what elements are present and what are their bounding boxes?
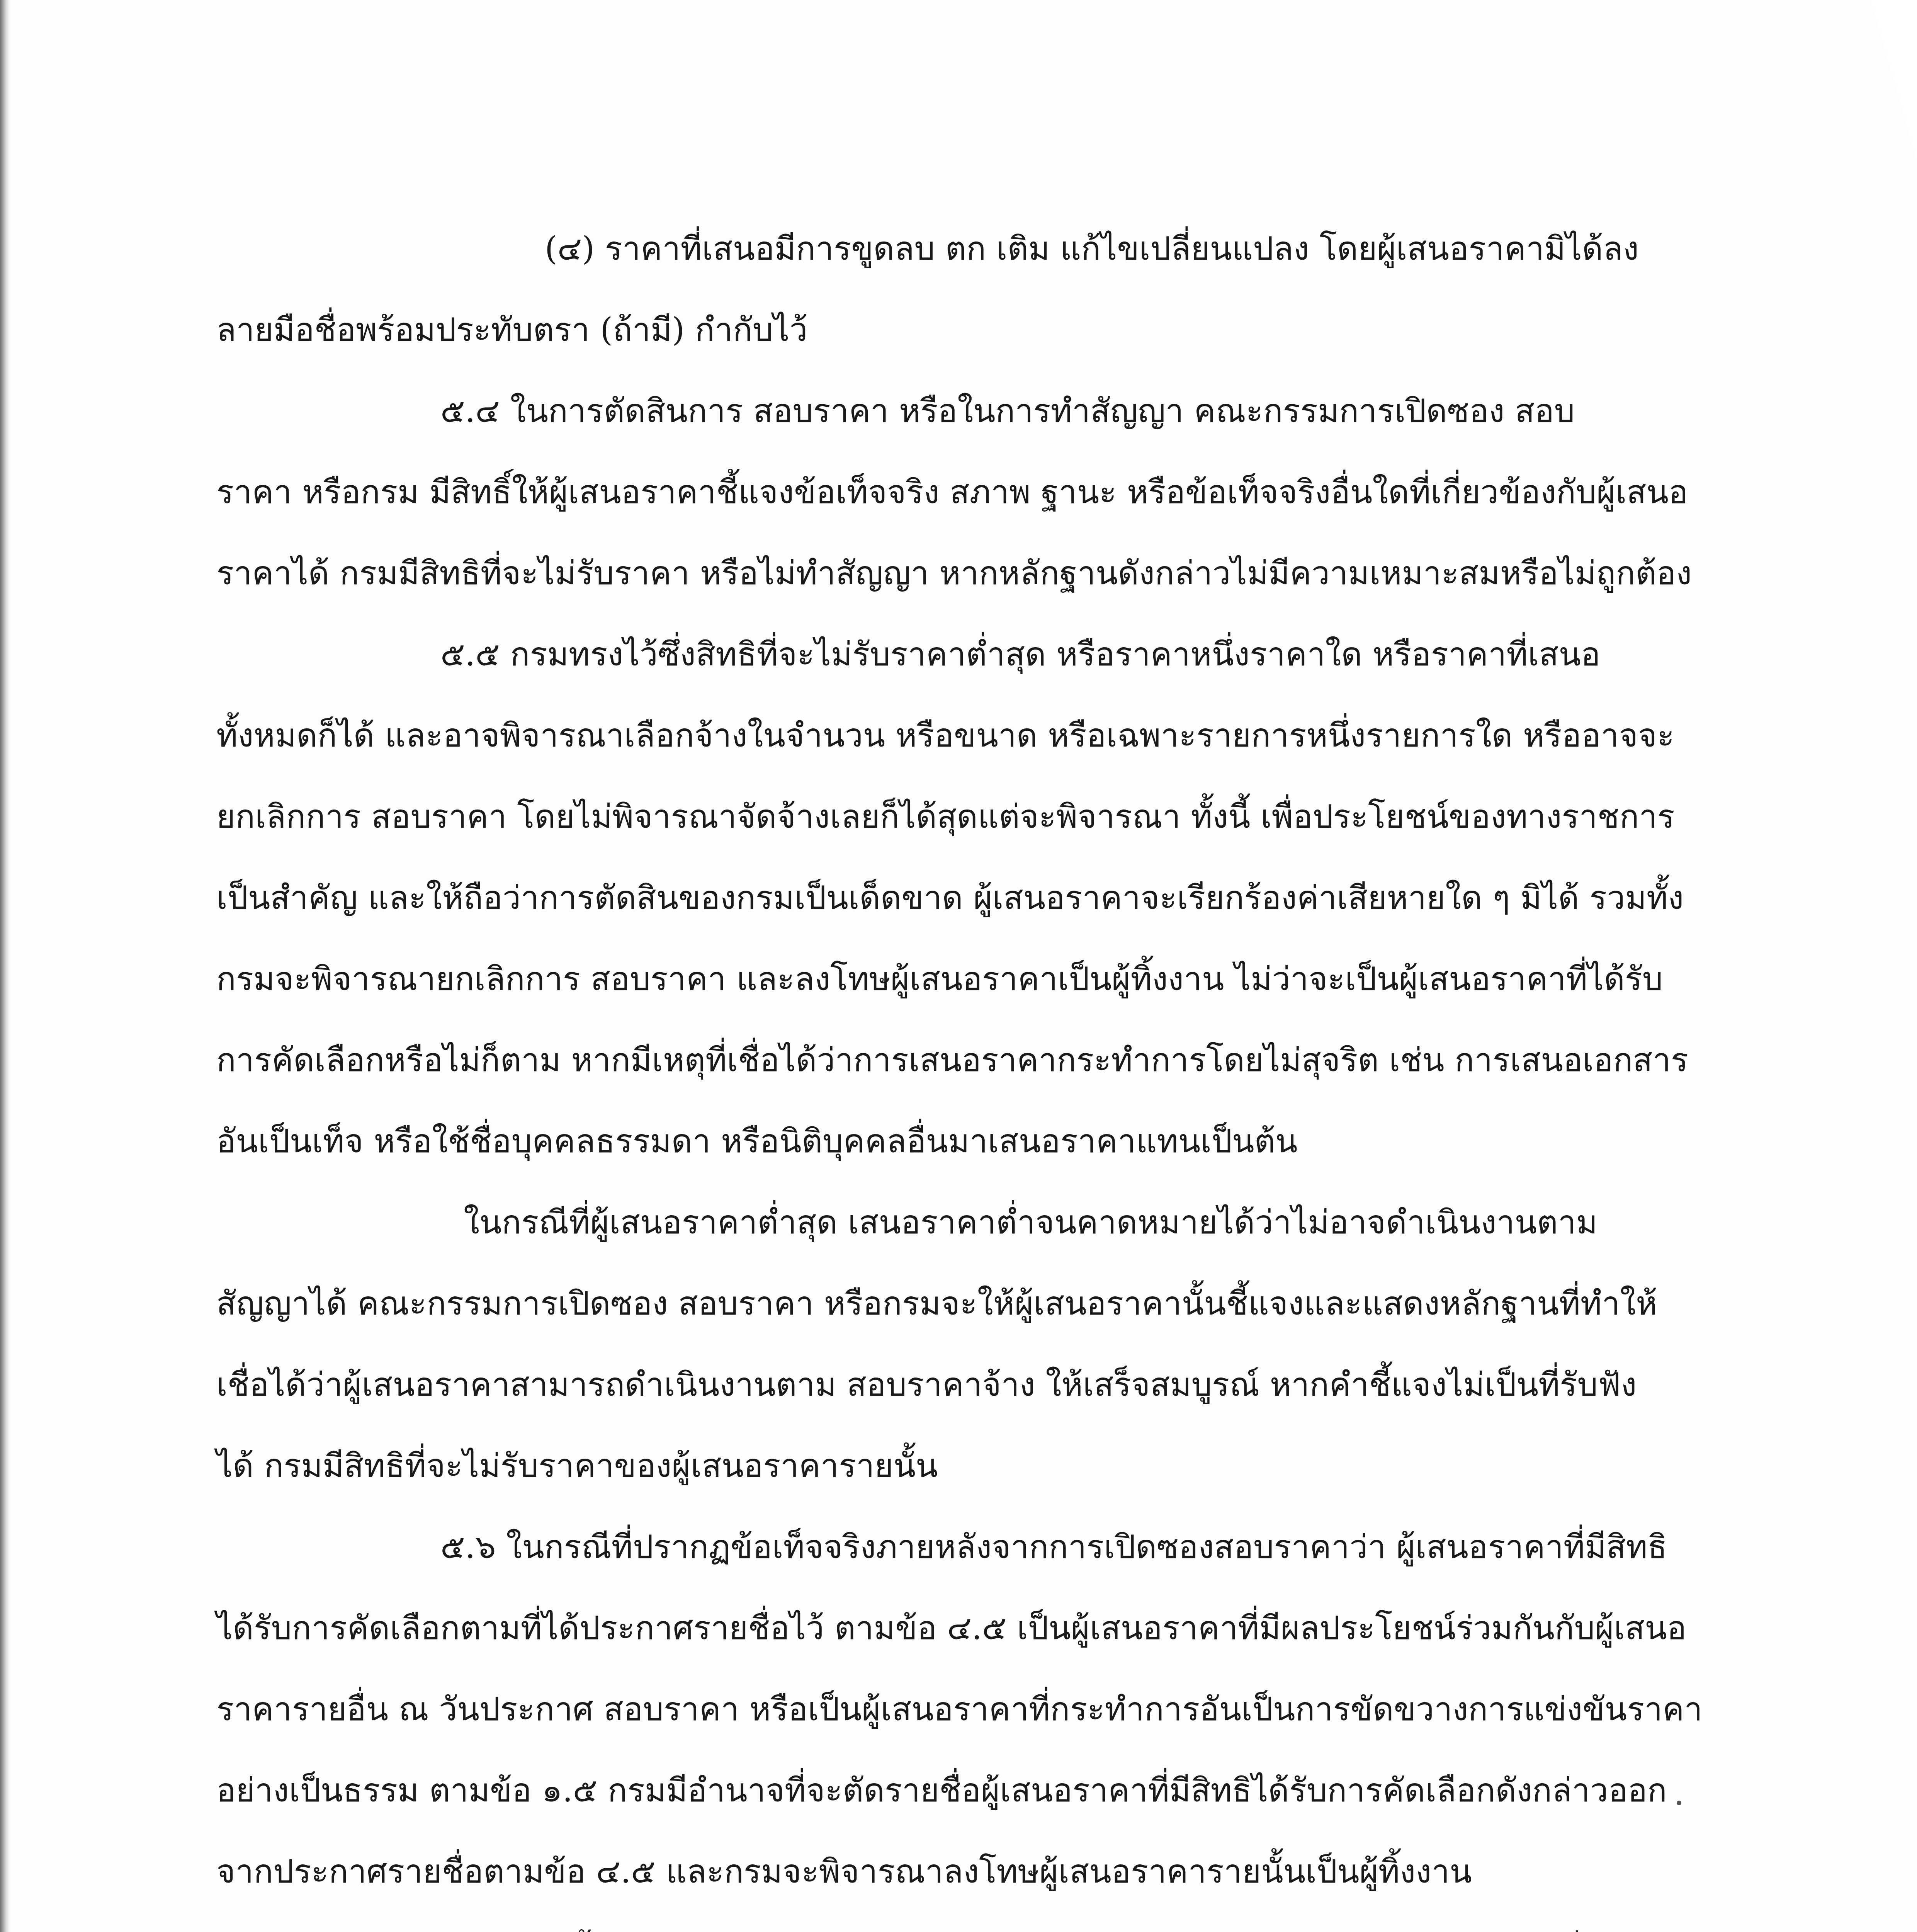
text-line: อย่างเป็นธรรม ตามข้อ ๑.๕ กรมมีอำนาจที่จะตัดรายชื่อผู้เสนอราคาที่มีสิทธิได้รับการคัดเลือกดังกล่าวออก bbox=[216, 1771, 1667, 1809]
text-line: ราคา หรือกรม มีสิทธิ์ให้ผู้เสนอราคาชี้แจงข้อเท็จจริง สภาพ ฐานะ หรือข้อเท็จจริงอื่นใดที่เกี่ยวข้องกับผู้เสนอ bbox=[216, 473, 1688, 511]
scan-edge-shadow bbox=[0, 0, 10, 1932]
text-line: (๔) ราคาที่เสนอมีการขูดลบ ตก เติม แก้ไขเปลี่ยนแปลง โดยผู้เสนอราคามิได้ลง bbox=[545, 230, 1639, 267]
scan-speck bbox=[1677, 1801, 1681, 1805]
text-line: ราคารายอื่น ณ วันประกาศ สอบราคา หรือเป็นผู้เสนอราคาที่กระทำการอันเป็นการขัดขวางการแข่งขันราคา bbox=[216, 1690, 1703, 1728]
text-line: สัญญาได้ คณะกรรมการเปิดซอง สอบราคา หรือกรมจะให้ผู้เสนอราคานั้นชี้แจงและแสดงหลักฐานที่ทำให้ bbox=[216, 1284, 1657, 1322]
text-line: การคัดเลือกหรือไม่ก็ตาม หากมีเหตุที่เชื่อได้ว่าการเสนอราคากระทำการโดยไม่สุจริต เช่น การเสนอเอกสาร bbox=[216, 1041, 1688, 1079]
page-corner bbox=[1871, 0, 1917, 162]
text-line: เชื่อได้ว่าผู้เสนอราคาสามารถดำเนินงานตาม สอบราคาจ้าง ให้เสร็จสมบูรณ์ หากคำชี้แจงไม่เป็นที่รับฟัง bbox=[216, 1366, 1637, 1403]
document-body bbox=[216, 230, 1703, 1932]
clause-5-6-line: ๕.๖ ในกรณีที่ปรากฏข้อเท็จจริงภายหลังจากการเปิดซองสอบราคาว่า ผู้เสนอราคาที่มีสิทธิ bbox=[440, 1528, 1667, 1566]
clause-5-4-line: ๕.๔ ในการตัดสินการ สอบราคา หรือในการทำสัญญา คณะกรรมการเปิดซอง สอบ bbox=[440, 392, 1575, 430]
clause-5-5-line: ๕.๕ กรมทรงไว้ซึ่งสิทธิที่จะไม่รับราคาต่ำสุด หรือราคาหนึ่งราคาใด หรือราคาที่เสนอ bbox=[440, 635, 1601, 673]
text-line: เป็นสำคัญ และให้ถือว่าการตัดสินของกรมเป็นเด็ดขาด ผู้เสนอราคาจะเรียกร้องค่าเสียหายใด ๆ มิได้ รวมทั้ง bbox=[216, 879, 1684, 917]
text-line: ได้รับการคัดเลือกตามที่ได้ประกาศรายชื่อไว้ ตามข้อ ๔.๕ เป็นผู้เสนอราคาที่มีผลประโยชน์ร่วมกันกับผู้เสนอ bbox=[216, 1609, 1687, 1647]
text-line: ลายมือชื่อพร้อมประทับตรา (ถ้ามี) กำกับไว้ bbox=[216, 311, 808, 349]
text-line: ในกรณีที่ผู้เสนอราคาต่ำสุด เสนอราคาต่ำจนคาดหมายได้ว่าไม่อาจดำเนินงานตาม bbox=[464, 1203, 1598, 1241]
text-line: ราคาได้ กรมมีสิทธิที่จะไม่รับราคา หรือไม่ทำสัญญา หากหลักฐานดังกล่าวไม่มีความเหมาะสมหรือไม่ถูกต้อง bbox=[216, 554, 1692, 592]
text-line: ทั้งหมดก็ได้ และอาจพิจารณาเลือกจ้างในจำนวน หรือขนาด หรือเฉพาะรายการหนึ่งรายการใด หรืออาจจะ bbox=[216, 716, 1675, 754]
text-line: กรมจะพิจารณายกเลิกการ สอบราคา และลงโทษผู้เสนอราคาเป็นผู้ทิ้งงาน ไม่ว่าจะเป็นผู้เสนอราคาที่ได้รับ bbox=[216, 960, 1663, 998]
text-line: จากประกาศรายชื่อตามข้อ ๔.๕ และกรมจะพิจารณาลงโทษผู้เสนอราคารายนั้นเป็นผู้ทิ้งงาน bbox=[216, 1852, 1472, 1890]
text-line: อันเป็นเท็จ หรือใช้ชื่อบุคคลธรรมดา หรือนิติบุคคลอื่นมาเสนอราคาแทนเป็นต้น bbox=[216, 1122, 1298, 1160]
text-line: ยกเลิกการ สอบราคา โดยไม่พิจารณาจัดจ้างเลยก็ได้สุดแต่จะพิจารณา ทั้งนี้ เพื่อประโยชน์ของทางราชการ bbox=[216, 798, 1675, 835]
text-line: ได้ กรมมีสิทธิที่จะไม่รับราคาของผู้เสนอราคารายนั้น bbox=[216, 1447, 938, 1485]
